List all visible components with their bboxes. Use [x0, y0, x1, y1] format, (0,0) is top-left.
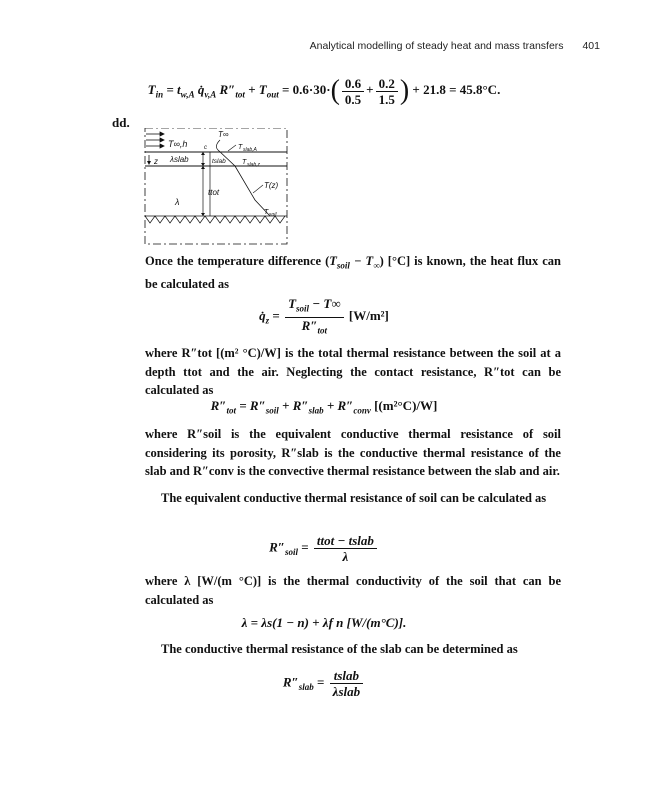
equation-thermal-conductivity: λ = λs(1 − n) + λf n [W/(m°C)]. [241, 615, 407, 630]
paragraph-temperature-difference: Once the temperature difference $(T_{soil} - T_\infty)$ [°C] is known, the heat flux can be calculated as [145, 254, 561, 291]
paragraph-soil-resistance-intro: The equivalent conductive thermal resistance of soil can be calculated as [161, 491, 547, 505]
equation-soil-resistance: $R''_{soil}$ = $\frac{\text{ttot − tslab}}{\lambda}$ [0, 533, 648, 564]
item-label: dd. [112, 115, 130, 130]
slab-resistance-fraction: $\frac{\text{tslab}}{\text{λslab}}$ [330, 668, 363, 699]
equation-slab-resistance: $R''_{slab}$ = $\frac{\text{tslab}}{\text{λslab}}$ [0, 668, 648, 699]
svg-text:slab,z: slab,z [247, 162, 261, 168]
heat-arrows [146, 132, 164, 148]
soil-resistance-fraction: $\frac{\text{ttot − tslab}}{\lambda}$ [314, 533, 377, 564]
paragraph-slab-resistance-intro: The conductive thermal resistance of the slab can be determined as [161, 642, 518, 656]
svg-text:soil: soil [269, 212, 277, 218]
lambda-label: λ [175, 197, 180, 207]
paragraph-thermal-conductivity: where λ [W/(m °C)] is the thermal conductivity of the soil that can be calculated as [145, 574, 561, 607]
t-slab-a-label: T [238, 144, 243, 151]
t-slab-label: tslab [212, 158, 226, 165]
hc-sub: c [204, 145, 207, 151]
t-slab-z-label: T [242, 159, 247, 166]
equation-heat-flux: $q̇_z$ = $\frac{T_{soil} - T\infty}{R''_{tot}}$ [W/m²] [0, 296, 648, 338]
heat-flux-fraction: $\frac{T_{soil} - T\infty}{R''_{tot}}$ [285, 296, 344, 338]
svg-text:slab,A: slab,A [243, 147, 257, 153]
t-tot-label: ttot [208, 188, 220, 197]
lambda-slab-label: λslab [170, 155, 189, 164]
t-inf-label: T∞ [218, 130, 229, 139]
equation-total-resistance: $R''_{tot} = R''_{soil} + R''_{slab} + R''_{conv}$ [(m²°C)/W] [210, 398, 438, 416]
t-z-label: T(z) [264, 181, 279, 190]
air-temp-label: T∞,h [168, 139, 188, 149]
page-number: 401 [582, 40, 600, 52]
z-label: z [154, 157, 158, 166]
paragraph-resistance-definitions: where R″soil is the equivalent conductive thermal resistance of soil considering its porosity, R″slab is the conductive thermal resistance of the slab and R″conv is the convective thermal resistance between the slab and air. [145, 427, 561, 478]
t-soil-label: T [264, 209, 269, 216]
header-title: Analytical modelling of steady heat and mass transfers [309, 40, 564, 52]
running-header [310, 40, 600, 52]
paragraph-total-resistance: where R″tot [(m² °C)/W] is the total thermal resistance between the soil at a depth ttot and the air. Neglecting the contact resistance, R″tot can be calculated as [145, 346, 561, 397]
fraction-1: $\frac{0.6}{0.5}$ [342, 76, 364, 107]
equation-inlet-temperature: $T_{in} = t_{w,A}$ $q̇_{v,A}$ $R''_{tot} + T_{out} = 0.6\cdot 30\cdot$( $\frac{0.6}{0.5}$ + $\frac{0.2}{1.5}$ ) + 21.8 = 45.8°C. [147, 75, 501, 107]
soil-hatch [145, 216, 287, 223]
slab-soil-diagram [140, 128, 290, 246]
t-inf-curve [216, 140, 220, 150]
fraction-2: $\frac{0.2}{1.5}$ [376, 76, 398, 107]
